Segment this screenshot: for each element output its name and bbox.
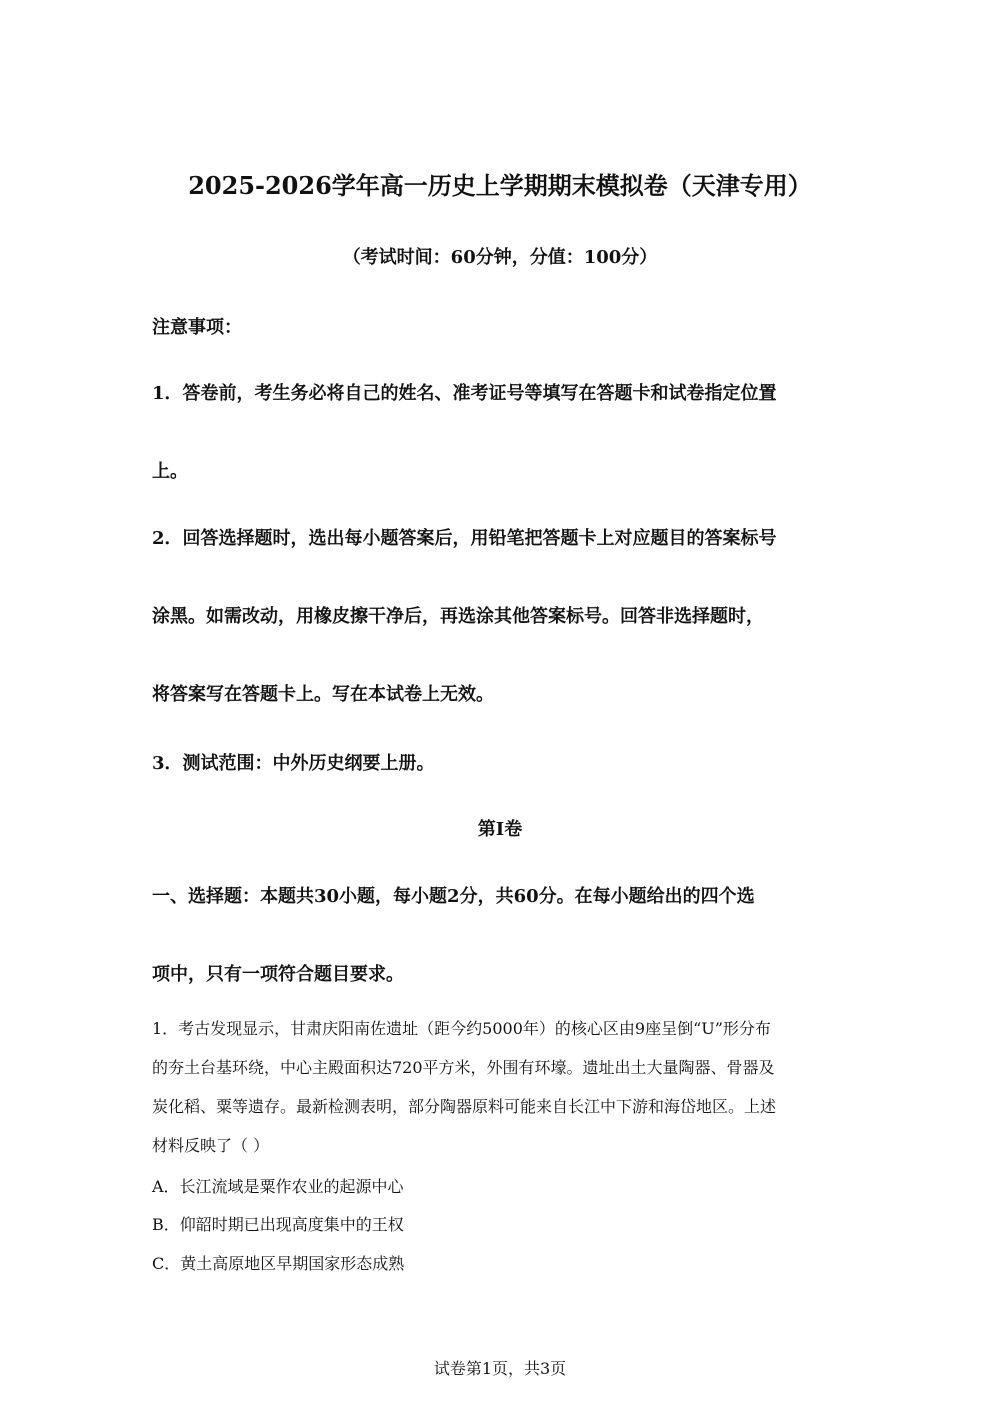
question-1-stem-line-1: 1．考古发现显示，甘肃庆阳南佐遗址（距今约5000年）的核心区由9座呈倒“U”形分布 xyxy=(152,1019,771,1038)
question-1-option-c: C．黄土高原地区早期国家形态成熟 xyxy=(152,1254,405,1273)
page-title: 2025-2026学年高一历史上学期期末模拟卷（天津专用） xyxy=(188,171,812,200)
notice-line-2: 上。 xyxy=(152,461,188,482)
question-1-stem-line-4: 材料反映了（ ） xyxy=(152,1136,270,1155)
notice-heading: 注意事项： xyxy=(152,317,242,338)
part-one-instruction-2: 项中，只有一项符合题目要求。 xyxy=(152,964,404,985)
page-footer: 试卷第1页，共3页 xyxy=(433,1359,567,1378)
notice-line-5: 将答案写在答题卡上。写在本试卷上无效。 xyxy=(152,684,494,705)
question-1-stem-line-2: 的夯土台基环绕，中心主殿面积达720平方米，外围有环壕。遗址出土大量陶器、骨器及 xyxy=(152,1058,775,1077)
question-1-option-b: B．仰韶时期已出现高度集中的王权 xyxy=(152,1215,404,1234)
part-one-instruction-1: 一、选择题：本题共30小题，每小题2分，共60分。在每小题给出的四个选 xyxy=(152,886,755,907)
section-title: 第Ⅰ卷 xyxy=(477,819,523,840)
exam-time-info: （考试时间：60分钟，分值：100分） xyxy=(342,247,658,268)
notice-line-3: 2．回答选择题时，选出每小题答案后，用铅笔把答题卡上对应题目的答案标号 xyxy=(152,528,777,549)
question-1-option-a: A．长江流域是粟作农业的起源中心 xyxy=(152,1177,404,1196)
question-1-stem-line-3: 炭化稻、粟等遗存。最新检测表明，部分陶器原料可能来自长江中下游和海岱地区。上述 xyxy=(152,1097,777,1116)
notice-line-1: 1．答卷前，考生务必将自己的姓名、准考证号等填写在答题卡和试卷指定位置 xyxy=(152,383,777,404)
notice-line-4: 涂黑。如需改动，用橡皮擦干净后，再选涂其他答案标号。回答非选择题时， xyxy=(152,606,764,627)
notice-line-6: 3．测试范围：中外历史纲要上册。 xyxy=(152,753,435,774)
